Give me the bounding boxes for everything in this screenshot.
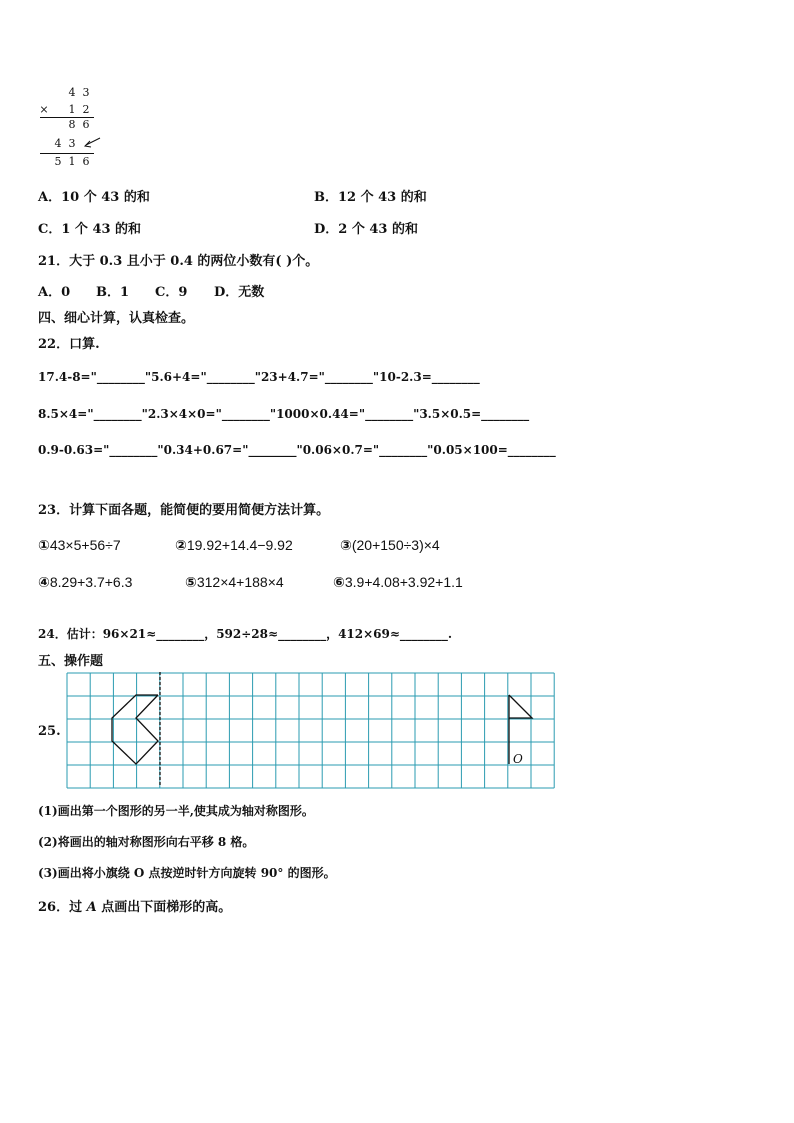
- instruction: (1)画出第一个图形的另一半,使其成为轴对称图形。: [38, 804, 314, 818]
- question-21: 21．大于 0.3 且小于 0.4 的两位小数有( )个。: [38, 254, 319, 269]
- instruction: (3)画出将小旗绕 O 点按逆时针方向旋转 90° 的图形。: [38, 866, 336, 880]
- q21-option-d: D．无数: [214, 285, 265, 300]
- digit: 5: [54, 155, 62, 168]
- digit: 3: [82, 86, 90, 99]
- item-expression: 19.92+14.4−9.92: [186, 537, 293, 553]
- digit: 4: [54, 137, 62, 150]
- option-d: D．2 个 43 的和: [314, 222, 418, 237]
- q26-suffix: 点画出下面梯形的高。: [96, 900, 232, 915]
- item-expression: 312×4+188×4: [196, 574, 284, 590]
- point-o-label: O: [513, 752, 523, 766]
- digit: 1: [68, 103, 76, 116]
- item-number: ⑥: [333, 575, 345, 591]
- question-26: [38, 896, 231, 915]
- q21-option-c: C．9: [155, 285, 188, 300]
- item-number: ③: [340, 538, 352, 554]
- digit: 2: [82, 103, 90, 116]
- option-a: A．10 个 43 的和: [38, 190, 150, 205]
- calc-item: [340, 535, 440, 554]
- question-23-title: 23．计算下面各题，能简便的要用简便方法计算。: [38, 503, 330, 518]
- instruction: (2)将画出的轴对称图形向右平移 8 格。: [38, 835, 255, 849]
- digit: 3: [68, 137, 76, 150]
- point-a-label: A: [86, 900, 97, 915]
- drawing-grid: [66, 672, 558, 790]
- question-25-number: 25.: [38, 724, 61, 739]
- option-b: B．12 个 43 的和: [314, 190, 427, 205]
- calc-item: [185, 572, 284, 591]
- item-expression: 43×5+56÷7: [49, 537, 121, 553]
- calc-item: [38, 535, 121, 554]
- item-expression: 3.9+4.08+3.92+1.1: [344, 574, 463, 590]
- calc-item: [38, 572, 132, 591]
- item-number: ①: [38, 538, 50, 554]
- section-heading: 四、细心计算，认真检查。: [38, 311, 195, 326]
- digit: 8: [68, 118, 76, 131]
- item-number: ④: [38, 575, 50, 591]
- item-number: ⑤: [185, 575, 197, 591]
- oral-calc-row: 0.9-0.63="________"0.34+0.67="________"0.06×0.7="________"0.05×100=________: [38, 443, 556, 457]
- oral-calc-row: 8.5×4="________"2.3×4×0="________"1000×0.44="________"3.5×0.5=________: [38, 407, 530, 421]
- times-sign: ×: [39, 103, 49, 116]
- rule-line: [40, 153, 94, 154]
- calc-item: [333, 572, 463, 591]
- digit: 4: [68, 86, 76, 99]
- option-c: C．1 个 43 的和: [38, 222, 142, 237]
- item-expression: (20+150÷3)×4: [351, 537, 440, 553]
- oral-calc-row: 17.4-8="________"5.6+4="________"23+4.7="________"10-2.3=________: [38, 370, 480, 384]
- item-expression: 8.29+3.7+6.3: [49, 574, 133, 590]
- q21-option-a: A．0: [38, 285, 71, 300]
- arrow-icon: [82, 136, 102, 150]
- digit: 6: [82, 118, 90, 131]
- item-number: ②: [175, 538, 187, 554]
- question-24: 24．估计：96×21≈________，592÷28≈________，412×69≈________.: [38, 627, 453, 641]
- q26-prefix: 26．过: [38, 900, 87, 915]
- q21-option-b: B．1: [96, 285, 130, 300]
- digit: 1: [68, 155, 76, 168]
- calc-item: [175, 535, 293, 554]
- question-22-title: 22．口算.: [38, 337, 100, 352]
- digit: 6: [82, 155, 90, 168]
- section-heading: 五、操作题: [38, 654, 104, 669]
